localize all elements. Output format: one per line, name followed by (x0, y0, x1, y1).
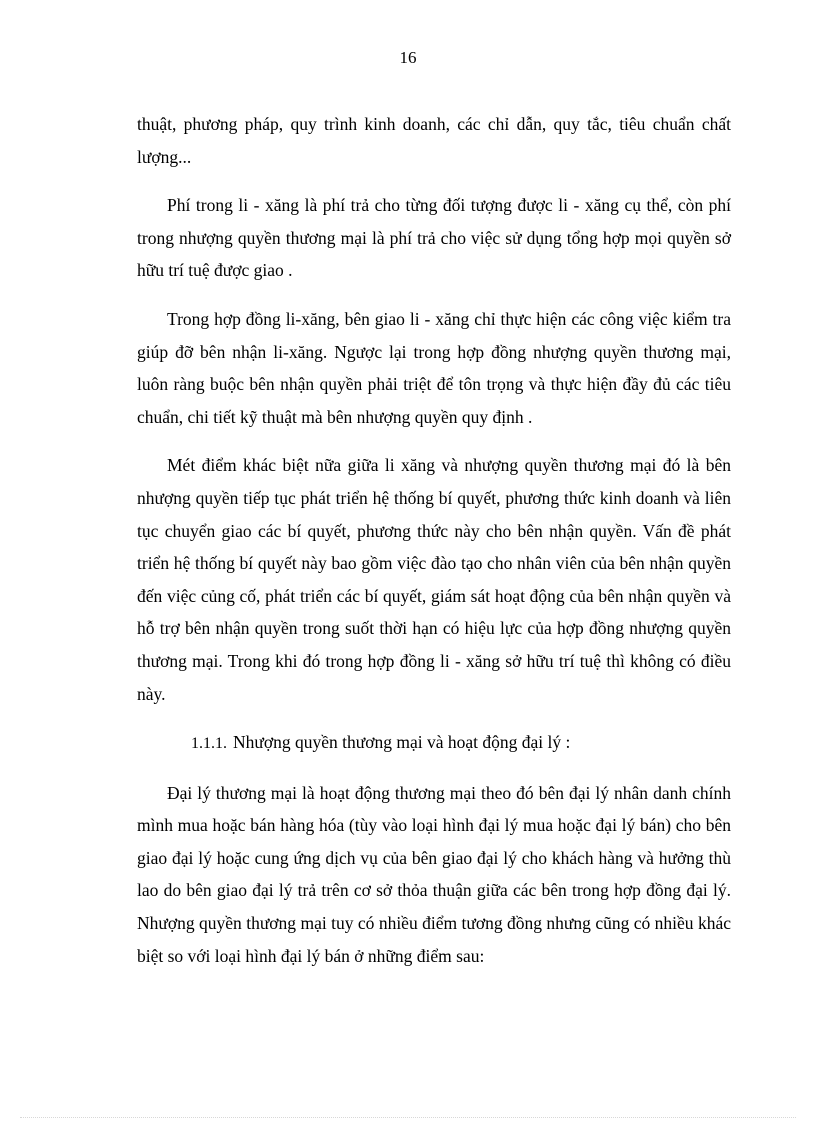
section-number: 1.1.1. (191, 735, 227, 753)
paragraph-license-fee: Phí trong li - xăng là phí trả cho từng đối tượng được li - xăng cụ thể, còn phí trong nhượng quyền thương mại là phí trả cho việc sử dụng tổng hợp mọi quyền sở hữu trí tuệ được giao . (137, 195, 731, 281)
page-bottom-border (20, 1117, 796, 1118)
page-number: 16 (399, 48, 417, 67)
paragraph-license-contract: Trong hợp đồng li-xăng, bên giao li - xăng chỉ thực hiện các công việc kiểm tra giúp đỡ bên nhận li-xăng. Ngược lại trong hợp đồng nhượng quyền thương mại, luôn ràng buộc bên nhận quyền phải triệt để tôn trọng và thực hiện đầy đủ các tiêu chuẩn, chi tiết kỹ thuật mà bên nhượng quyền quy định . (137, 308, 731, 427)
section-title: Nhượng quyền thương mại và hoạt động đại lý : (233, 732, 571, 753)
document-body (137, 108, 731, 988)
paragraph-difference: Mét điểm khác biệt nữa giữa li xăng và nhượng quyền thương mại đó là bên nhượng quyền tiếp tục phát triển hệ thống bí quyết, phương thức kinh doanh và liên tục chuyển giao các bí quyết, phương thức này cho bên nhận quyền. Vấn đề phát triển hệ thống bí quyết này bao gồm việc đào tạo cho nhân viên của bên nhận quyền đến việc củng cố, phát triển các bí quyết, giám sát hoạt động của bên nhận quyền và hỗ trợ bên nhận quyền trong suốt thời hạn có hiệu lực của hợp đồng nhượng quyền thương mại. Trong khi đó trong hợp đồng li - xăng sở hữu trí tuệ thì không có điều này. (137, 455, 731, 704)
paragraph-agency: Đại lý thương mại là hoạt động thương mại theo đó bên đại lý nhân danh chính mình mua hoặc bán hàng hóa (tùy vào loại hình đại lý mua hoặc đại lý bán) cho bên giao đại lý hoặc cung ứng dịch vụ của bên giao đại lý cho khách hàng và hưởng thù lao do bên giao đại lý trả trên cơ sở thỏa thuận giữa các bên trong hợp đồng đại lý. Nhượng quyền thương mại tuy có nhiều điểm tương đồng nhưng cũng có nhiều khác biệt so với loại hình đại lý bán ở những điểm sau: (137, 782, 731, 966)
section-heading (137, 726, 731, 761)
paragraph-continued: thuật, phương pháp, quy trình kinh doanh, các chỉ dẫn, quy tắc, tiêu chuẩn chất lượng... (137, 114, 731, 167)
